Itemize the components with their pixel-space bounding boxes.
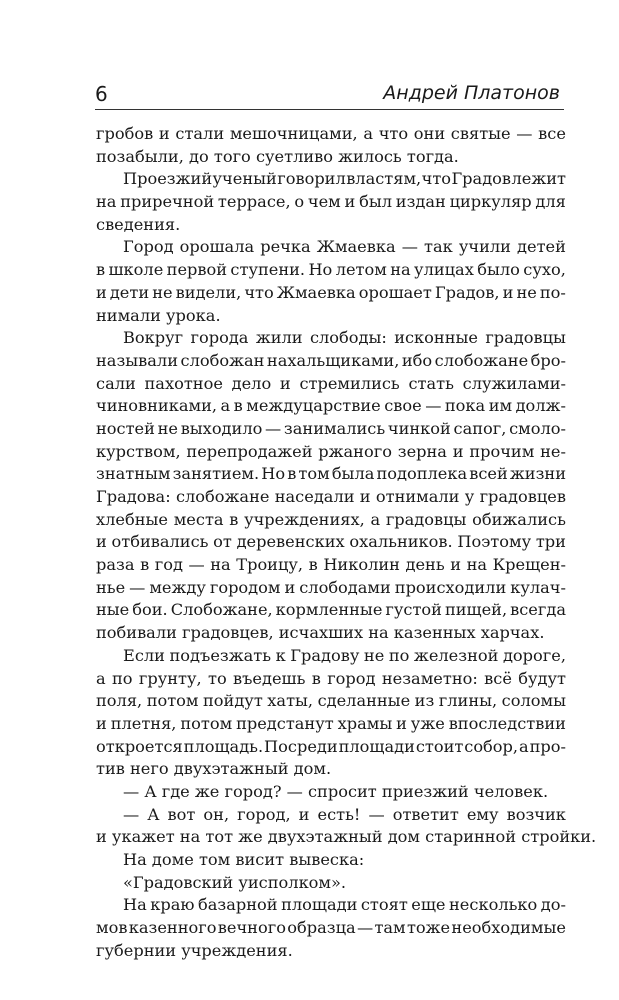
text-line: и укажет на тот же двухэтажный дом старинной стройки. (96, 827, 597, 847)
text-line: ностей не выходило — занимались чинкой сапог, смоло- (96, 418, 566, 438)
text-line: На краю базарной площади стоят еще несколько до- (123, 895, 566, 915)
paragraph (96, 236, 566, 327)
text-line: На доме том висит вывеска: (123, 850, 365, 869)
text-line: сали пахотное дело и стремились стать служилами- (96, 373, 566, 393)
page-number: 6 (95, 82, 108, 106)
text-line: знатным занятием. Но в том была подоплека всей жизни (96, 464, 566, 484)
text-line: Город орошала речка Жмаевка — так учили детей (123, 237, 566, 257)
body-text (96, 123, 597, 962)
text-line: откроется площадь. Посреди площади стоит собор, а про- (96, 736, 566, 756)
text-line: губернии учреждения. (96, 940, 293, 960)
text-line: гробов и стали мешочницами, а что они святые — все (96, 124, 566, 143)
paragraph (96, 804, 597, 849)
paragraph (96, 781, 566, 804)
paragraph (96, 849, 566, 872)
text-line: тив него двухэтажный дом. (96, 759, 332, 779)
text-line: позабыли, до того суетливо жилось тогда. (96, 146, 459, 166)
paragraph (96, 123, 566, 168)
text-line: ные бои. Слобожане, кормленные густой пищей, всегда (96, 600, 566, 620)
text-line: — А вот он, город, и есть! — ответит ему возчик (123, 804, 566, 824)
paragraph (96, 894, 566, 962)
text-line: нье — между городом и слободами происходили кулач- (96, 577, 566, 597)
text-line: раза в год — на Троицу, в Николин день и на Крещен- (96, 555, 566, 575)
text-line: Вокруг города жили слободы: исконные градовцы (123, 328, 566, 348)
paragraph (96, 645, 566, 781)
text-line: чиновниками, а в междуцарствие свое — пока им долж- (96, 396, 566, 416)
text-line: мов казенного вечного образца — там тоже необходимые (96, 918, 566, 938)
text-line: и дети не видели, что Жмаевка орошает Градов, и не по- (96, 282, 566, 302)
text-line: Проезжий ученый говорил властям, что Градов лежит (123, 169, 566, 189)
text-line: и плетня, потом предстанут храмы и уже впоследствии (96, 713, 566, 733)
running-head-author: Андрей Платонов (383, 82, 560, 104)
text-line: Градова: слобожане наседали и отнимали у градовцев (96, 487, 566, 506)
header-rule (95, 109, 564, 110)
text-line: в школе первой ступени. Но летом на улицах было сухо, (96, 260, 566, 280)
paragraph (96, 327, 566, 645)
running-header (95, 80, 564, 110)
text-line: на приречной террасе, о чем и был издан циркуляр для (96, 192, 566, 212)
text-line: хлебные места в учреждениях, а градовцы обижались (96, 509, 566, 529)
text-line: «Градовский уисполком». (123, 872, 347, 892)
text-line: называли слобожан нахальщиками, ибо слобожане бро- (96, 350, 566, 370)
text-line: курством, перепродажей ржаного зерна и прочим не- (96, 441, 566, 461)
text-line: нимали урока. (96, 305, 221, 325)
text-line: сведения. (96, 214, 181, 234)
text-line: и отбивались от деревенских охальников. Поэтому три (96, 532, 566, 552)
text-line: поля, потом пойдут хаты, сделанные из глины, соломы (96, 691, 566, 711)
paragraph (96, 872, 566, 895)
text-line: Если подъезжать к Градову не по железной дороге, (123, 645, 566, 665)
text-line: а по грунту, то въедешь в город незаметно: всё будут (96, 668, 566, 688)
paragraph (96, 168, 566, 236)
text-line: — А где же город? — спросит приезжий человек. (123, 781, 549, 801)
text-line: побивали градовцев, исчахших на казенных харчах. (96, 623, 545, 643)
